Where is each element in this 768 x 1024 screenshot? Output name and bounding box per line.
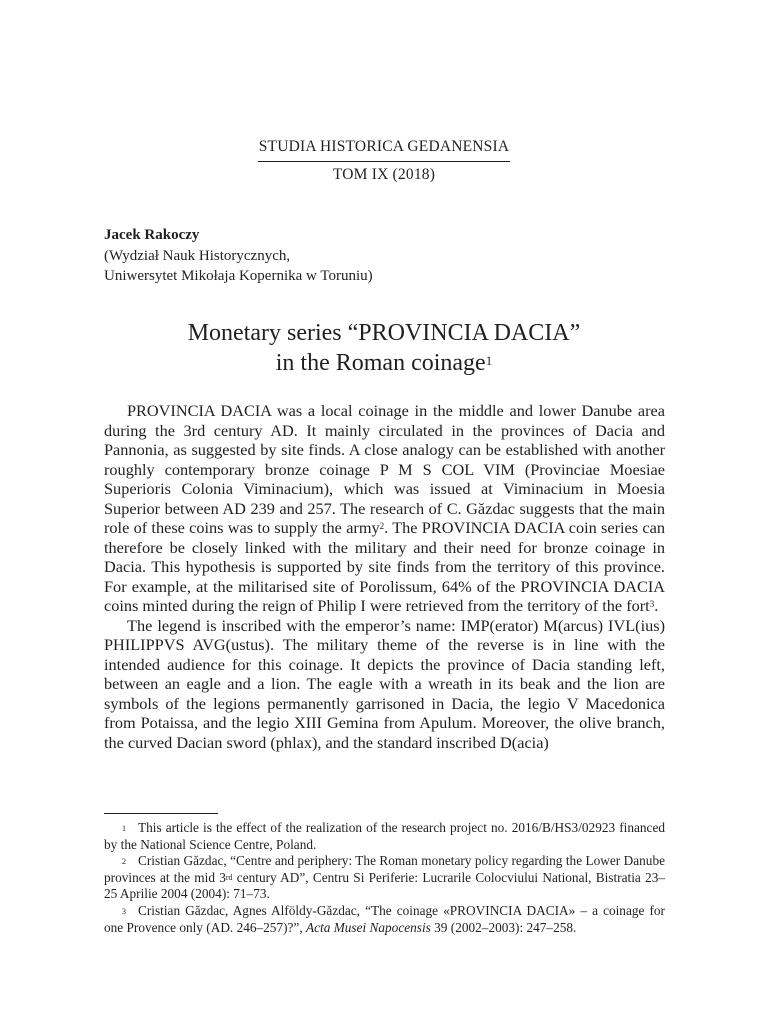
title-line2 <box>0 348 768 378</box>
footnote-2-text-b: century AD”, Centru Si Periferie: Lucrarile Colocviului National, Bistratia 23–25 Aprilie 2004 (2004): 71–73. <box>104 869 665 902</box>
journal-volume: TOM IX (2018) <box>332 166 436 183</box>
author-name: Jacek Rakoczy <box>104 227 200 243</box>
footnote-3-journal: Acta Musei Napocensis <box>306 919 431 935</box>
footnote-ref-3[interactable]: 3 <box>649 599 655 609</box>
author-affiliation-line1: (Wydział Nauk Historycznych, <box>104 247 291 264</box>
footnote-1 <box>104 820 665 853</box>
footnote-3-text-b: 39 (2002–2003): 247–258. <box>430 919 577 935</box>
footnote-ref-2[interactable]: 2 <box>379 521 385 531</box>
footnotes <box>104 820 665 936</box>
journal-header <box>0 138 768 184</box>
title-line1: Monetary series “PROVINCIA DACIA” <box>187 320 581 346</box>
author-block <box>104 225 373 287</box>
paragraph-2: The legend is inscribed with the emperor’s name: IMP(erator) M(arcus) IVL(ius) PHILIPPVS AVG(ustus). The military theme of the reverse is in line with the intended audience for this coinage. It depicts the province of Dacia standing left, between an eagle and a lion. The eagle with a wreath in its beak and the lion are symbols of the legions permanently garrisoned in Dacia, the legio V Macedonica from Potaissa, and the legio XIII Gemina from Apulum. Moreover, the olive branch, the curved Dacian sword (phlax), and the standard inscribed D(acia) <box>104 615 665 752</box>
footnote-2-mark: 2 <box>122 857 126 867</box>
footnote-1-mark: 1 <box>122 824 126 833</box>
footnote-3 <box>104 903 665 936</box>
paragraph-1-text-c: . <box>654 596 659 615</box>
article-title <box>0 318 768 378</box>
footnote-2-superscript: rd <box>225 872 233 882</box>
footnote-3-mark: 3 <box>122 906 126 916</box>
footnote-1-text: This article is the effect of the realization of the research project no. 2016/B/HS3/02923 financed by the National Science Centre, Poland. <box>104 820 665 852</box>
footnote-ref-1[interactable]: 1 <box>485 353 493 368</box>
article-body <box>104 401 665 752</box>
footnote-2 <box>104 853 665 903</box>
paragraph-1-text-a: PROVINCIA DACIA was a local coinage in the middle and lower Danube area during the 3rd century AD. It mainly circulated in the provinces of Dacia and Pannonia, as suggested by site finds. A close analogy can be established with another roughly contemporary bronze coinage P M S COL VIM (Provinciae Moesiae Superioris Colonia Viminacium), which was issued at Viminacium in Moesia Superior between AD 239 and 257. The research of C. Găzdac suggests that the main role of these coins was to supply the army <box>104 401 665 537</box>
footnote-2-text-a: Cristian Găzdac, “Centre and periphery: The Roman monetary policy regarding the Lower Danube provinces at the mid 3 <box>104 853 665 885</box>
footnote-divider <box>104 813 218 814</box>
footnote-3-text-a: Cristian Găzdac, Agnes Alföldy-Găzdac, “The coinage «PROVINCIA DACIA» – a coinage for one Provence only (AD. 246–257)?”, <box>104 902 665 935</box>
title-line2-text: in the Roman coinage <box>275 350 486 376</box>
paragraph-1 <box>104 401 665 616</box>
author-affiliation-line2: Uniwersytet Mikołaja Kopernika w Toruniu) <box>104 268 373 284</box>
paragraph-1-text-b: . The PROVINCIA DACIA coin series can therefore be closely linked with the military and their need for bronze coinage in Dacia. This hypothesis is supported by site finds from the territory of this province. For example, at the militarised site of Porolissum, 64% of the PROVINCIA DACIA coins minted during the reign of Philip I were retrieved from the territory of the fort <box>104 518 665 615</box>
journal-name: STUDIA HISTORICA GEDANENSIA <box>258 138 511 162</box>
